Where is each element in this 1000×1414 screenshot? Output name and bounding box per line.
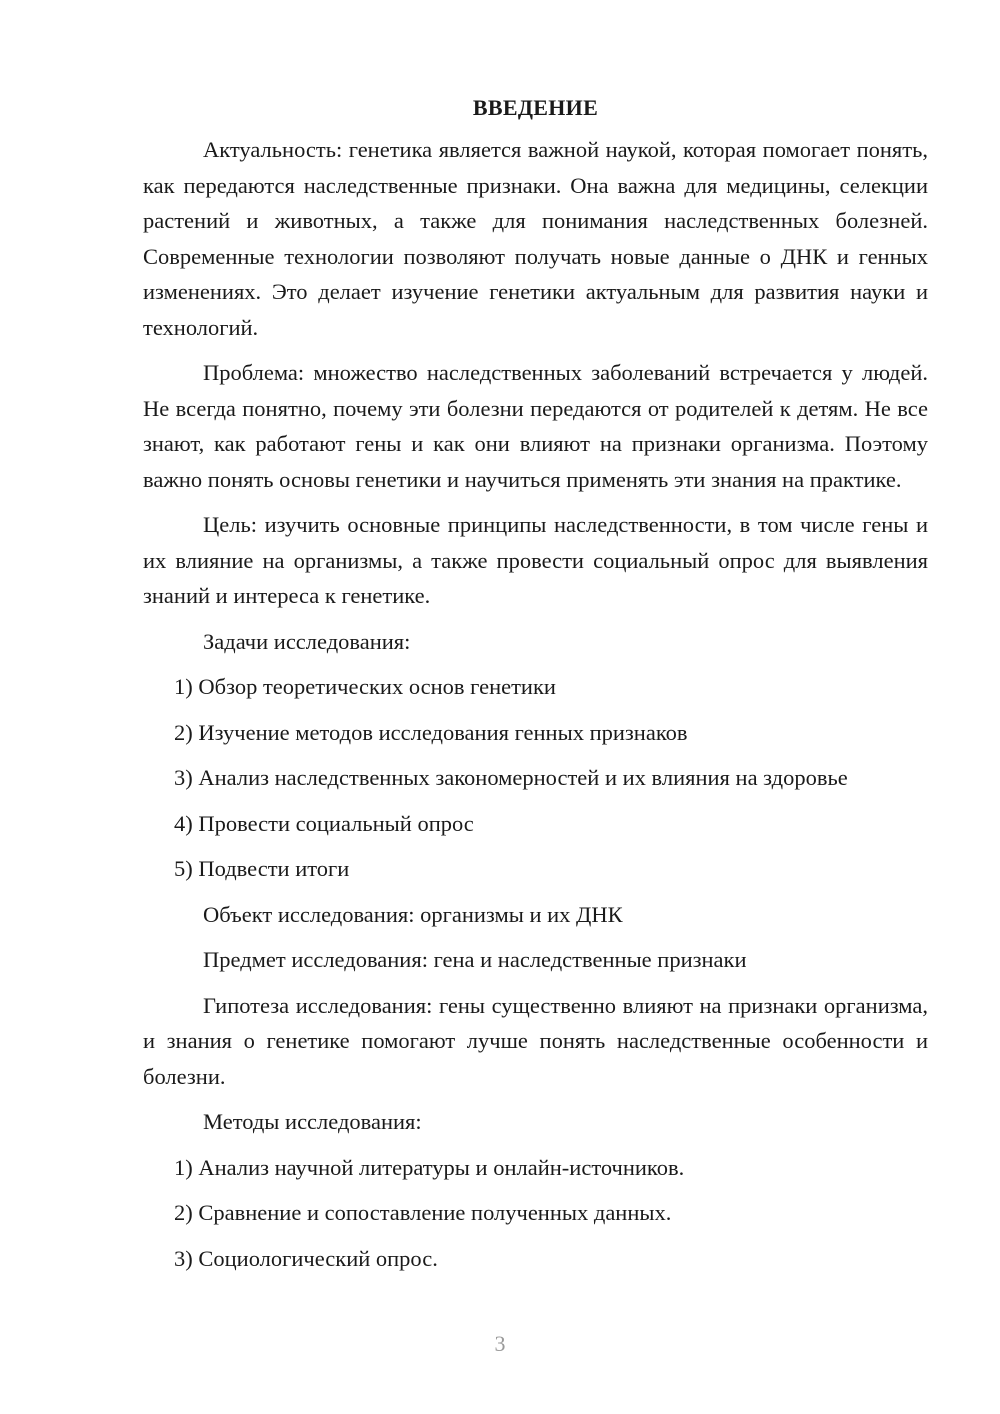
list-item: 4) Провести социальный опрос — [174, 810, 474, 836]
object-line: Объект исследования: организмы и их ДНК — [203, 901, 623, 927]
section-title: ВВЕДЕНИЕ — [472, 95, 599, 120]
list-item: 1) Анализ научной литературы и онлайн-источников. — [174, 1154, 685, 1180]
relevance-paragraph: Актуальность: генетика является важной наукой, которая помогает понять, как передаются наследственные признаки. Она важна для медицины, селекции растений и животных, а также для понимания наследственных болезней. Современные технологии позволяют получать новые данные о ДНК и генных изменениях. Это делает изучение генетики актуальным для развития науки и технологий. — [143, 137, 928, 340]
goal-paragraph: Цель: изучить основные принципы наследственности, в том числе гены и их влияние на организмы, а также провести социальный опрос для выявления знаний и интереса к генетике. — [143, 512, 928, 608]
hypothesis-paragraph: Гипотеза исследования: гены существенно влияют на признаки организма, и знания о генетике помогают лучше понять наследственные особенности и болезни. — [143, 992, 928, 1089]
methods-list — [143, 1150, 928, 1277]
list-item: 3) Социологический опрос. — [174, 1245, 438, 1271]
document-page — [143, 90, 928, 1286]
subject-line: Предмет исследования: гена и наследственные признаки — [203, 947, 747, 972]
page-number: 3 — [494, 1331, 506, 1356]
methods-heading: Методы исследования: — [203, 1109, 422, 1134]
list-item: 5) Подвести итоги — [174, 856, 350, 881]
tasks-list — [143, 669, 928, 887]
list-item: 2) Сравнение и сопоставление полученных данных. — [174, 1200, 672, 1225]
list-item: 3) Анализ наследственных закономерностей и их влияния на здоровье — [174, 765, 848, 790]
list-item: 1) Обзор теоретических основ генетики — [174, 674, 556, 699]
list-item: 2) Изучение методов исследования генных признаков — [174, 719, 688, 745]
problem-paragraph: Проблема: множество наследственных заболеваний встречается у людей. Не всегда понятно, почему эти болезни передаются от родителей к детям. Не все знают, как работают гены и как они влияют на признаки организма. Поэтому важно понять основы генетики и научиться применять эти знания на практике. — [143, 360, 928, 492]
tasks-heading: Задачи исследования: — [203, 628, 411, 654]
